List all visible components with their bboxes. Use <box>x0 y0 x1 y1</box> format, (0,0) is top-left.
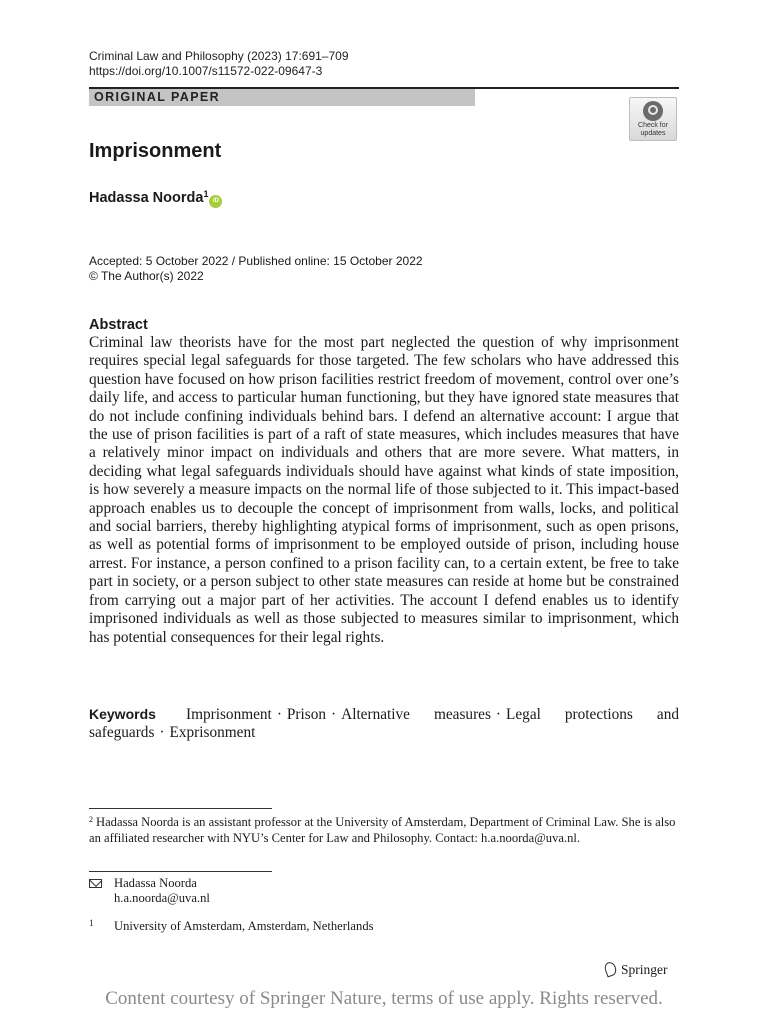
check-updates-label-1: Check for <box>638 122 668 129</box>
correspondence <box>89 876 389 908</box>
abstract-heading: Abstract <box>89 317 148 333</box>
check-updates-icon <box>643 101 663 121</box>
affiliation <box>89 919 489 935</box>
publication-dates <box>89 254 423 284</box>
keyword-item: Alternative measures <box>341 706 491 723</box>
publisher-logo <box>603 961 668 979</box>
orcid-icon[interactable]: iD <box>209 195 222 208</box>
affiliation-text: University of Amsterdam, Amsterdam, Netherlands <box>114 919 374 933</box>
journal-citation: Criminal Law and Philosophy (2023) 17:691–709 <box>89 49 349 63</box>
affiliation-marker: 1 <box>89 918 94 928</box>
correspondence-rule <box>89 871 272 872</box>
keyword-separator: · <box>495 706 502 723</box>
courtesy-notice: Content courtesy of Springer Nature, terms of use apply. Rights reserved. <box>105 988 663 1009</box>
keyword-separator: · <box>159 724 165 742</box>
author-name[interactable]: Hadassa Noorda <box>89 190 204 206</box>
paper-type: ORIGINAL PAPER <box>94 90 221 104</box>
footnote-rule <box>89 808 272 809</box>
keyword-item: Legal protections and safeguards <box>89 706 680 742</box>
envelope-icon <box>89 879 102 888</box>
keyword-separator: · <box>276 706 282 723</box>
keyword-item: Imprisonment <box>185 706 272 723</box>
doi-link[interactable]: https://doi.org/10.1007/s11572-022-09647-3 <box>89 64 323 78</box>
keywords <box>89 705 679 743</box>
keyword-item: Exprisonment <box>169 724 256 742</box>
article-title: Imprisonment <box>89 140 222 162</box>
keywords-label: Keywords <box>89 706 156 722</box>
publisher-name: Springer <box>621 962 668 977</box>
footnote-marker: 2 <box>89 815 93 824</box>
dates-line: Accepted: 5 October 2022 / Published online: 15 October 2022 <box>89 254 423 268</box>
check-updates-label-2: updates <box>640 130 666 137</box>
copyright-line: © The Author(s) 2022 <box>89 269 204 283</box>
footnote-text: Hadassa Noorda is an assistant professor at the University of Amsterdam, Department of Criminal Law. She is also an affiliated researcher with NYU’s Center for Law and Philosophy. Contact: h.a.noorda@uva.nl. <box>89 815 676 845</box>
correspondence-email[interactable]: h.a.noorda@uva.nl <box>114 891 210 905</box>
correspondence-name: Hadassa Noorda <box>114 876 197 890</box>
footnote <box>89 812 679 846</box>
keyword-item: Prison <box>286 706 327 723</box>
author-line <box>89 185 222 208</box>
author-affil-marker: 1 <box>203 189 209 199</box>
keyword-separator: · <box>331 706 337 723</box>
check-for-updates-badge[interactable] <box>629 97 677 141</box>
abstract-text: Criminal law theorists have for the most part neglected the question of why imprisonment requires special legal safeguards for those targeted. The few scholars who have addressed this question have focused on how prison facilities restrict freedom of movement, control over one’s daily life, and access to particular human functioning, but they have ignored state measures that do not include confining individuals behind bars. I defend an alternative account: I argue that the use of prison facilities is part of a raft of state measures, which includes measures that have a relatively minor impact on individuals and others that are more severe. What matters, in deciding what legal safeguards individuals should have against what kinds of state imposition, is how severely a measure impacts on the normal life of those subjected to it. This impact-based approach enables us to decouple the concept of imprisonment from walls, locks, and political and social barriers, thereby highlighting atypical forms of imprisonment, such as open prisons, as well as potential forms of imprisonment to be employed outside of prison, including house arrest. For instance, a person confined to a prison facility can, to a certain extent, be free to take part in society, or a person subject to other state measures can reside at home but be constrained from carrying out a major part of her activities. The account I defend enables us to identify imprisoned individuals as well as those subjected to measures similar to imprisonment, which has potential consequences for their legal rights. <box>89 334 679 646</box>
springer-horse-icon <box>603 962 617 976</box>
